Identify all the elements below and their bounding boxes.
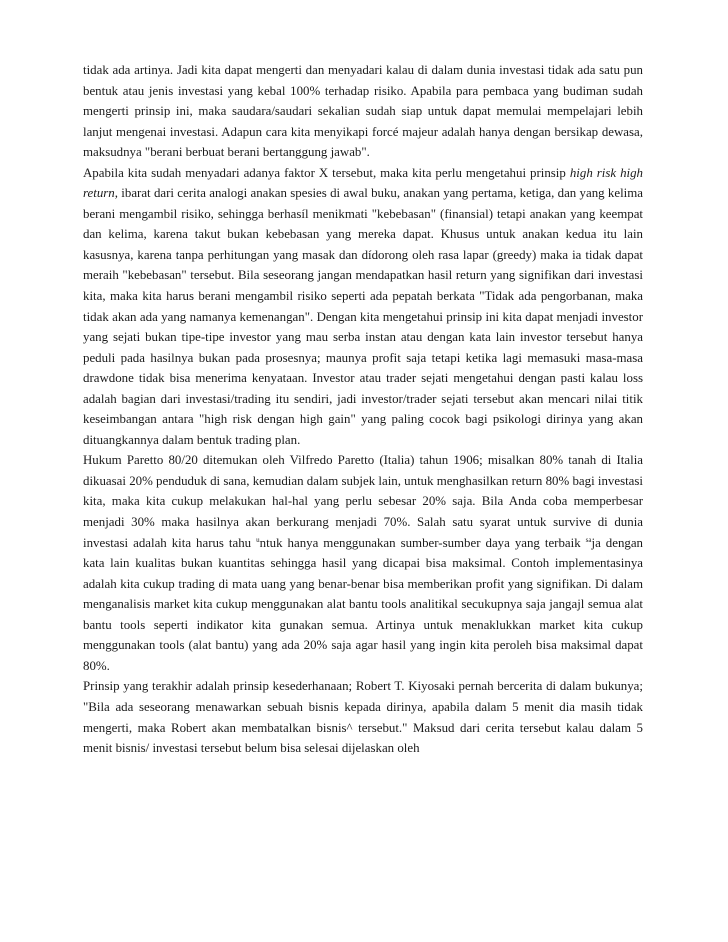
paragraph-2-start: Apabila kita sudah menyadari adanya faktor X tersebut, maka kita perlu mengetahui prinsip [83,165,570,180]
paragraph-3-superscript-2: sa [585,535,592,544]
paragraph-1: tidak ada artinya. Jadi kita dapat mengerti dan menyadari kalau di dalam dunia investasi tidak ada satu pun bentuk atau jenis investasi yang kebal 100% terhadap risiko. Apabila para pembaca yang budiman sudah mengerti prinsip ini, maka saudara/saudari sekalian sudah siap untuk dapat memulai mempelajari lebih lanjut mengenai investasi. Adapun cara kita menyikapi forcé majeur adalah hanya dengan bersikap dewasa, maksudnya "berani berbuat berani bertanggung jawab". [83,63,643,160]
paragraph-4: Prinsip yang terakhir adalah prinsip kesederhanaan; Robert T. Kiyosaki pernah bercerita di dalam bukunya; "Bila ada seseorang menawarkan sebuah bisnis kepada dirinya, apabila dalam 5 menit dia masih tidak mengerti, maka Robert akan membatalkan bisnis^ tersebut." Maksud dari cerita tersebut kalau dalam 5 menit bisnis/ investasi tersebut belum bisa selesai dijelaskan oleh [83,679,643,756]
paragraph-3 [83,450,643,676]
paragraph-3-part-a: Hukum Paretto 80/20 ditemukan oleh Vilfredo Paretto (Italia) tahun 1906; misalkan 80% tanah di Italia dikuasai 20% penduduk di sana, kemudian dalam subjek lain, untuk menghasilkan return 80% bagi investasi kita, maka kita cukup melakukan hal-hal yang perlu sebesar 20% saja. Bila Anda coba memperbesar menjadi 30% maka hasilnya akan berkurang menjadi 70%. Salah satu syarat untuk survive di dunia investasi adalah kita harus tahu [83,453,643,550]
paragraph-3-part-b: ntuk hanya menggunakan sumber-sumber daya yang terbaik [259,535,586,550]
paragraph-2 [83,163,643,451]
paragraph-3-part-c: ja dengan kata lain kualitas bukan kuantitas sehingga hasil yang dicapai bisa maksimal. Contoh implementasinya adalah kita cukup trading di mata uang yang benar-benar bisa memberikan profit yang signifikan. Di dalam menganalisis market kita cukup menggunakan alat bantu tools analitikal secukupnya saja jangajl semua alat bantu tools seperti indikator kita gunakan semua. Artinya untuk menaklukkan market kita cukup menggunakan tools (alat bantu) yang ada 20% saja agar hasil yang ingin kita peroleh bisa maksimal dapat 80%. [83,535,643,673]
paragraph-3-superscript-1: u [256,535,260,544]
document-page [83,60,643,759]
paragraph-2-italic: high risk high return, [83,165,644,201]
paragraph-2-rest: ibarat dari cerita analogi anakan spesies di awal buku, anakan yang pertama, ketiga, dan yang kelima berani mengambil risiko, sehingga berhasíl menikmati "kebebasan" (finansial) tetapi anakan yang keempat dan kelima, karena takut bukan kebebasan yang mereka dapat. Khusus untuk anakan kedua itu lain kasusnya, karena tanpa perhitungan yang masak dan dídorong oleh rasa lapar (greedy) maka ia tidak dapat meraih "kebebasan" tersebut. Bila seseorang jangan mendapatkan hasil return yang signifikan dari investasi kita, maka kita harus berani mengambil risiko seperti ada pepatah berkata "Tidak ada pengorbanan, maka tidak akan ada yang namanya kemenangan". Dengan kita mengetahui prinsip ini kita dapat menjadi investor yang sejati bukan tipe-tipe investor yang mau serba instan atau dengan kata lain investor tersebut hanya peduli pada hasilnya bukan pada prosesnya; maunya profit saja tetapi ketika lagi memasuki masa-masa drawdone tidak bisa menerima kenyataan. Investor atau trader sejati mengetahui dengan pasti kalau loss adalah bagian dari investasi/trading itu sendiri, jadi investor/trader sejati tersebut akan mencari nilai titik keseimbangan antara "high risk dengan high gain" yang paling cocok bagi psikologi dirinya yang akan dituangkannya dalam bentuk trading plan. [83,186,643,447]
